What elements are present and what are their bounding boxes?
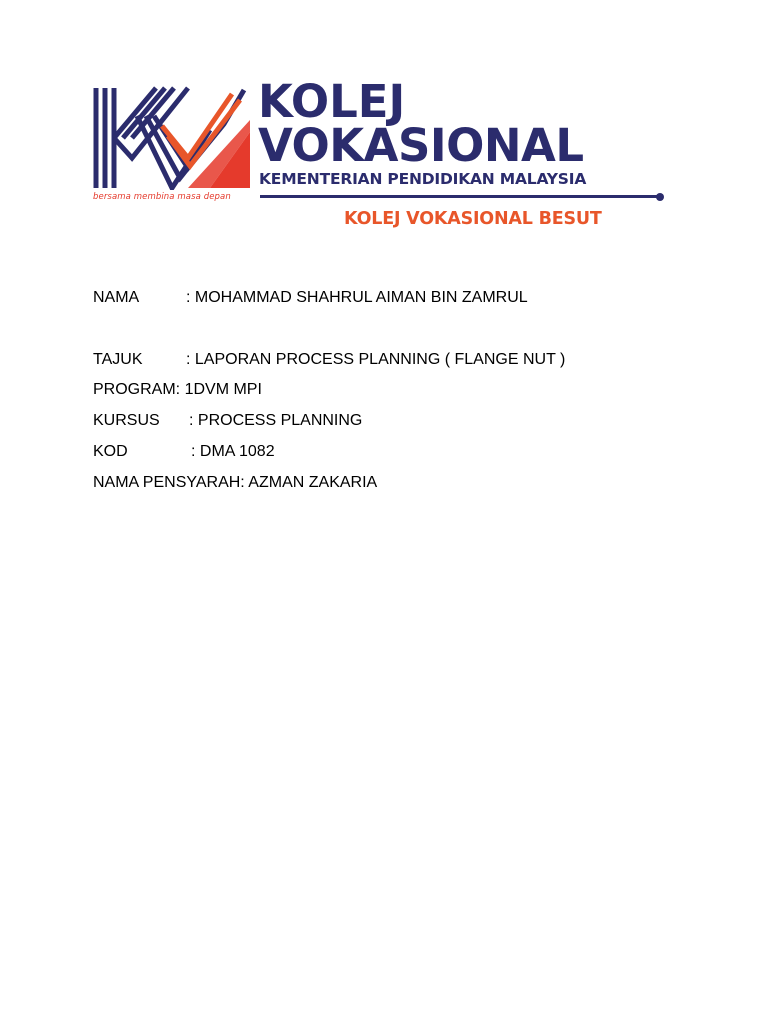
logo-title-vokasional: VOKASIONAL (258, 119, 584, 172)
info-label: NAMA PENSYARAH (93, 474, 241, 491)
info-label: KOD (93, 443, 128, 460)
info-label: TAJUK (93, 351, 143, 368)
info-row-kod (93, 442, 275, 462)
logo-tagline: bersama membina masa depan (93, 192, 231, 202)
info-value: : LAPORAN PROCESS PLANNING ( FLANGE NUT ) (186, 351, 566, 368)
info-row-tajuk (93, 350, 565, 370)
info-label: NAMA (93, 289, 140, 306)
info-value: : PROCESS PLANNING (189, 412, 363, 429)
college-logo (92, 75, 672, 234)
logo-ministry: KEMENTERIAN PENDIDIKAN MALAYSIA (259, 170, 587, 188)
logo-divider (260, 195, 660, 198)
info-row-nama (93, 288, 528, 308)
info-value: : DMA 1082 (191, 443, 275, 460)
info-label: KURSUS (93, 412, 160, 429)
logo-title-kolej: KOLEJ (258, 75, 406, 128)
info-value: : 1DVM MPI (175, 381, 262, 398)
info-label: PROGRAM (93, 381, 176, 398)
info-value: : AZMAN ZAKARIA (240, 474, 378, 491)
info-row-pensyarah (93, 473, 377, 493)
logo-college-name: KOLEJ VOKASIONAL BESUT (344, 209, 602, 229)
kv-monogram-icon (92, 86, 250, 190)
info-row-program (93, 380, 262, 400)
info-row-kursus (93, 411, 362, 431)
info-value: : MOHAMMAD SHAHRUL AIMAN BIN ZAMRUL (186, 289, 528, 306)
